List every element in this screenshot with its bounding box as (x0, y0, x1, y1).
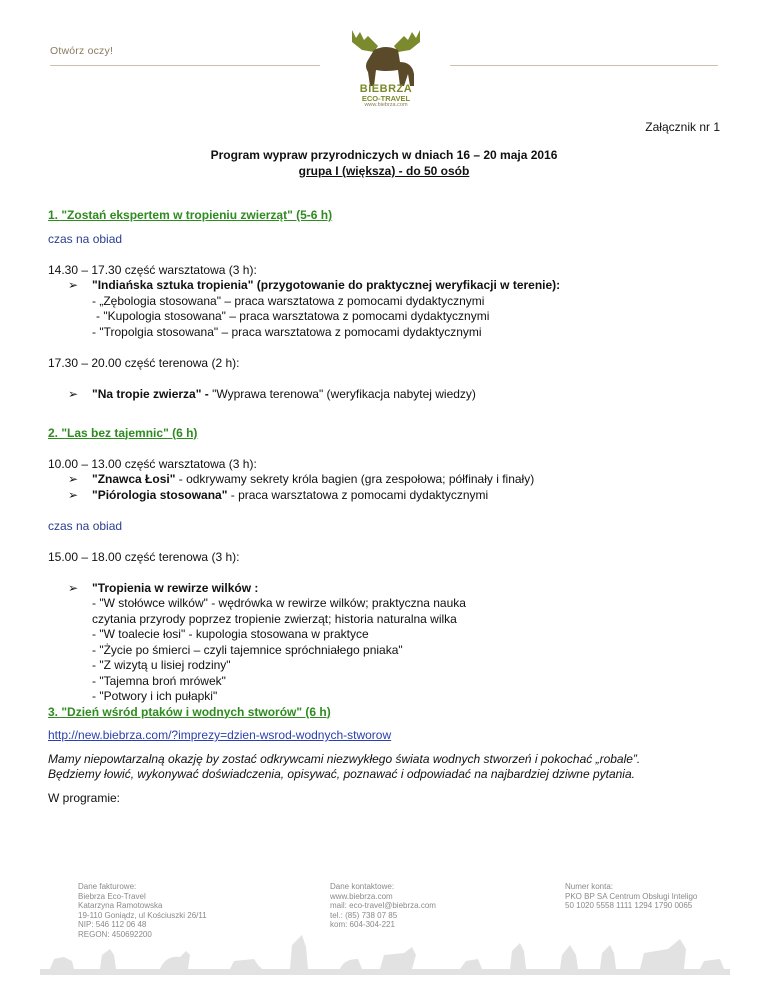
section2-sub1: - "W stołówce wilków" - wędrówka w rewirze wilków; praktyczna nauka (92, 596, 466, 610)
header-rule-right (450, 65, 718, 66)
section2-heading: 2. "Las bez tajemnic" (6 h) (48, 425, 198, 440)
footer-billing-line: REGON: 450692200 (78, 929, 152, 939)
logo-line3: www.biebrza.com (364, 101, 408, 108)
section1-sub2: - "Kupologia stosowana" – praca warsztatowa z pomocami dydaktycznymi (96, 309, 490, 323)
section2-bullet2-rest: - praca warsztatowa z pomocami dydaktycznymi (227, 487, 489, 502)
logo-text (340, 84, 432, 108)
section1-bullet2-bold: "Na tropie zwierza" - (92, 386, 209, 401)
footer-account (565, 882, 697, 911)
section3-link[interactable]: http://new.biebrza.com/?imprezy=dzien-wsrod-wodnych-stworow (48, 728, 392, 742)
annex-label: Załącznik nr 1 (645, 120, 720, 134)
logo-line1: BIEBRZA (359, 83, 413, 95)
section2-sub5: - "Tajemna broń mrówek" (92, 673, 226, 688)
footer-billing-line: Katarzyna Ramotowska (78, 901, 163, 910)
section2-lunch: czas na obiad (48, 518, 123, 533)
section2-field-time: 15.00 – 18.00 część terenowa (3 h): (48, 549, 240, 564)
footer-contact (330, 882, 436, 930)
footer-account-line: Numer konta: (565, 882, 614, 891)
footer-contact-line: Dane kontaktowe: (330, 882, 395, 891)
document-subtitle: grupa I (większa) - do 50 osób (298, 164, 470, 178)
footer-contact-line: mail: eco-travel@biebrza.com (330, 901, 436, 910)
footer-contact-line: tel.: (85) 738 07 85 (330, 910, 398, 920)
section2-sub4: - "Z wizytą u lisiej rodziny" (92, 658, 231, 672)
section2-sub1b: czytania przyrody poprzez tropienie zwierząt; historia naturalna wilka (92, 611, 457, 626)
section2-sub2: - "W toalecie łosi" - kupologia stosowana w praktyce (92, 627, 369, 641)
section1-bullet2 (48, 387, 728, 403)
program-content (48, 208, 728, 806)
section2-bullet1-bold: "Znawca Łosi" (92, 472, 176, 486)
section1-bullet1 (48, 278, 728, 294)
section2-bullet1-rest: - odkrywamy sekrety króla bagien (gra zespołowa; półfinały i finały) (175, 472, 535, 486)
section2-workshop-time: 10.00 – 13.00 część warsztatowa (3 h): (48, 456, 257, 471)
section1-bullet1-text: "Indiańska sztuka tropienia" (przygotowanie do praktycznej weryfikacji w terenie): (92, 278, 561, 292)
footer-billing-line: Biebrza Eco-Travel (78, 891, 146, 901)
footer-account-line: 50 1020 5558 1111 1294 1790 0065 (565, 901, 693, 910)
section1-field-time: 17.30 – 20.00 część terenowa (2 h): (48, 355, 240, 370)
footer-billing-line: 19-110 Goniądz, ul Kościuszki 26/11 (78, 910, 207, 920)
header-rule-left (50, 65, 320, 66)
footer-billing-line: Dane fakturowe: (78, 882, 137, 891)
document-title: Program wypraw przyrodniczych w dniach 16 – 20 maja 2016 (210, 148, 558, 162)
footer-contact-line: www.biebrza.com (330, 891, 393, 901)
section2-bullet1 (48, 472, 728, 488)
section2-sub6: - "Potwory i ich pułapki" (92, 689, 218, 703)
section2-bullet3-text: "Tropienia w rewirze wilków : (92, 580, 259, 595)
section1-sub3: - "Tropolgia stosowana" – praca warsztatowa z pomocami dydaktycznymi (92, 324, 482, 339)
section2-bullet3 (48, 581, 728, 597)
section1-heading: 1. "Zostań ekspertem w tropieniu zwierząt" (5-6 h) (48, 208, 333, 222)
section2-bullet2-bold: "Piórologia stosowana" (92, 487, 228, 502)
logo-line2: ECO-TRAVEL (361, 94, 411, 103)
section1-bullet2-rest: "Wyprawa terenowa" (weryfikacja nabytej wiedzy) (208, 386, 476, 401)
animal-silhouettes-icon (40, 925, 730, 975)
section2-sub3: - "Życie po śmierci – czyli tajemnice spróchniałego pniaka" (92, 642, 403, 657)
section3-intro2: Będziemy łowić, wykonywać doświadczenia, opisywać, poznawać i odpowiadać na najbardziej dziwne pytania. (48, 767, 635, 781)
section3-heading: 3. "Dzień wśród ptaków i wodnych stworów" (6 h) (48, 704, 331, 719)
section3-intro1: Mamy niepowtarzalną okazję by zostać odkrywcami niezwykłego świata wodnych stworzeń i pokochać „robale”. (48, 751, 641, 766)
section1-lunch: czas na obiad (48, 231, 123, 246)
footer-account-line: PKO BP SA Centrum Obsługi Inteligo (565, 891, 698, 901)
section1-workshop-time: 14.30 – 17.30 część warsztatowa (3 h): (48, 262, 257, 277)
section3-program-label: W programie: (48, 790, 121, 805)
section1-sub1: - „Zębologia stosowana" – praca warsztatowa z pomocami dydaktycznymi (92, 293, 485, 308)
footer-contact-line: kom: 604-304-221 (330, 920, 395, 929)
footer-billing-line: NIP: 546 112 06 48 (78, 920, 147, 929)
header-tagline: Otwórz oczy! (50, 45, 114, 57)
section2-bullet2 (48, 488, 728, 504)
